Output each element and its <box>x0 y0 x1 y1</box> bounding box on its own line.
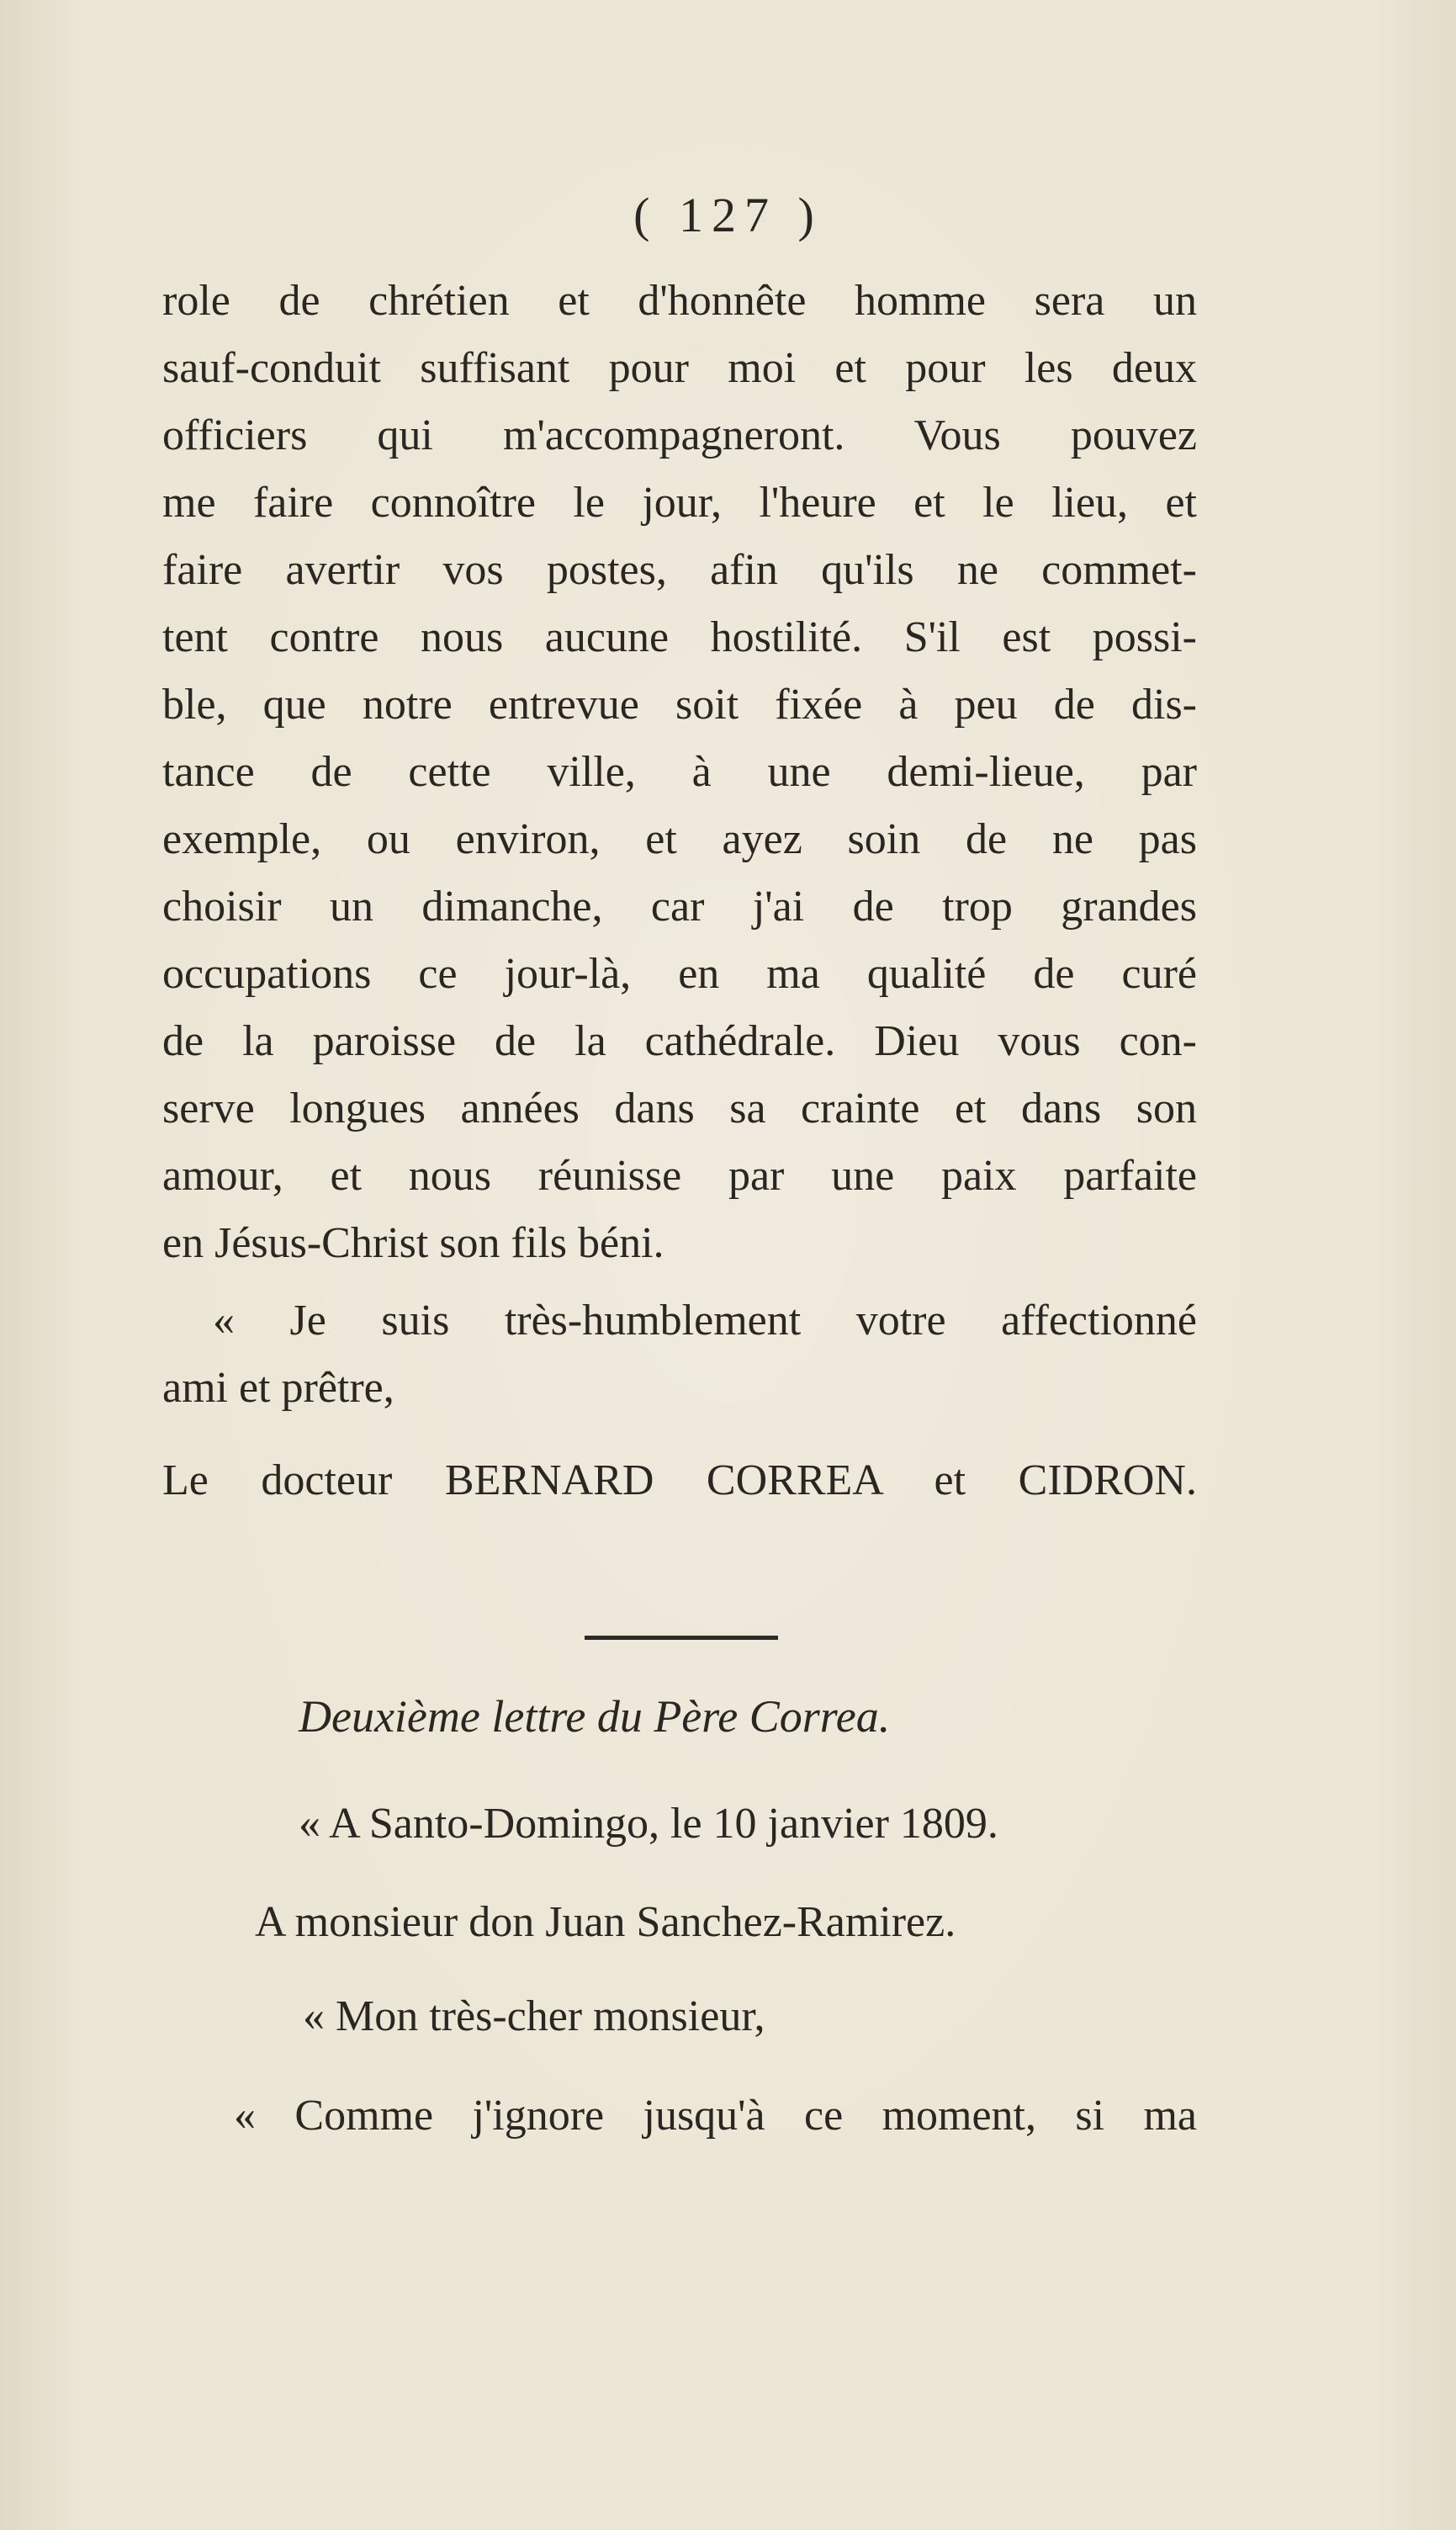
paragraph-line: ble, que notre entrevue soit fixée à peu de dis- <box>162 681 1197 729</box>
signature: Le docteur BERNARD CORREA et CIDRON. <box>162 1456 1197 1504</box>
paragraph-line: exemple, ou environ, et ayez soin de ne pas <box>162 815 1197 863</box>
closing-line: ami et prêtre, <box>162 1364 394 1412</box>
letter-first-line: « Comme j'ignore jusqu'à ce moment, si ma <box>234 2092 1197 2140</box>
paragraph-line: tent contre nous aucune hostilité. S'il est possi- <box>162 613 1197 661</box>
paragraph-line: en Jésus-Christ son fils béni. <box>162 1219 664 1267</box>
paragraph-line: choisir un dimanche, car j'ai de trop grandes <box>162 883 1197 931</box>
letter-addressee: A monsieur don Juan Sanchez-Ramirez. <box>255 1898 956 1946</box>
paragraph-line: sauf-conduit suffisant pour moi et pour les deux <box>162 344 1197 392</box>
main-paragraph <box>162 268 1197 1514</box>
page-number: ( 127 ) <box>633 188 823 242</box>
paragraph-line: tance de cette ville, à une demi-lieue, par <box>162 748 1197 796</box>
paragraph-line: amour, et nous réunisse par une paix parfaite <box>162 1152 1197 1200</box>
paragraph-line: serve longues années dans sa crainte et dans son <box>162 1085 1197 1132</box>
paragraph-line: role de chrétien et d'honnête homme sera un <box>162 277 1197 325</box>
paragraph-line: me faire connoître le jour, l'heure et le lieu, et <box>162 479 1197 527</box>
paragraph-line: officiers qui m'accompagneront. Vous pouvez <box>162 411 1197 459</box>
paragraph-line: de la paroisse de la cathédrale. Dieu vous con- <box>162 1017 1197 1065</box>
section-divider <box>585 1636 778 1640</box>
closing-line: « Je suis très-humblement votre affectionné <box>213 1297 1197 1345</box>
paragraph-line: occupations ce jour-là, en ma qualité de curé <box>162 950 1197 998</box>
section-heading: Deuxième lettre du Père Correa. <box>299 1691 891 1742</box>
paragraph-line: faire avertir vos postes, afin qu'ils ne commet- <box>162 546 1197 594</box>
letter-dateline: « A Santo-Domingo, le 10 janvier 1809. <box>299 1800 998 1848</box>
letter-salutation: « Mon très-cher monsieur, <box>303 1992 765 2040</box>
